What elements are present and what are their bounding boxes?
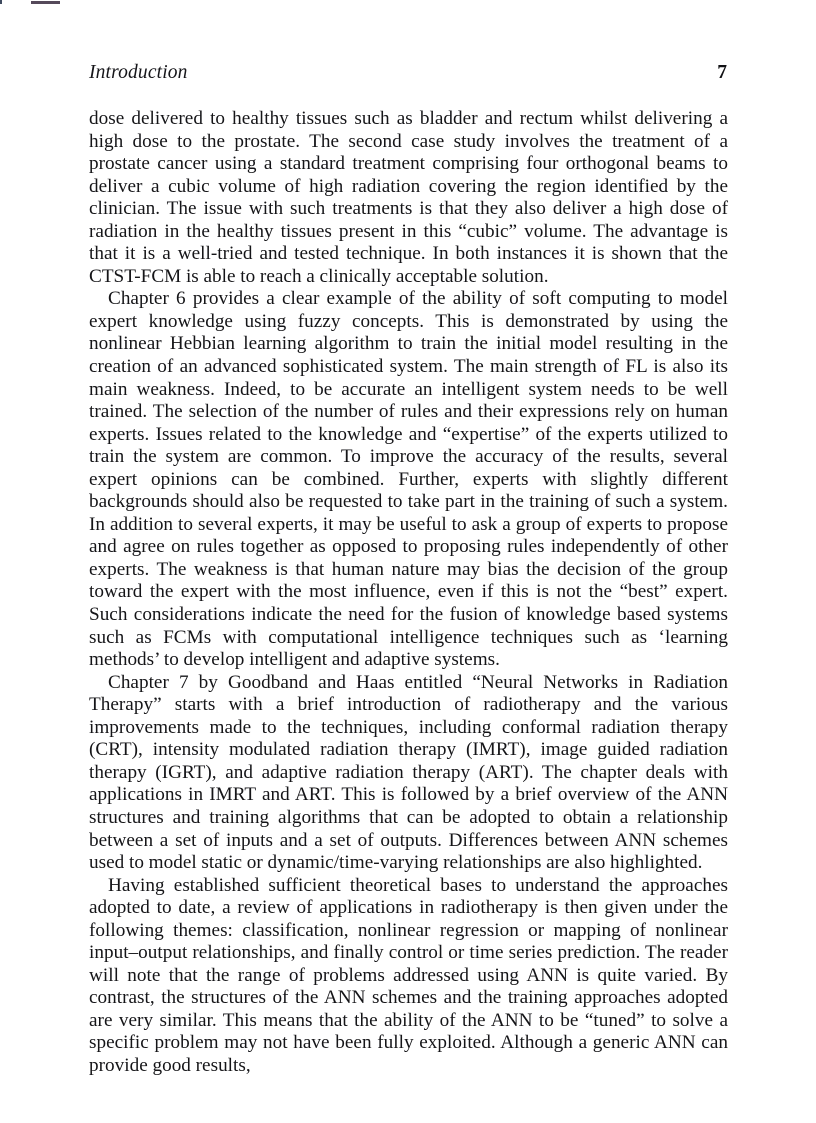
body-text-block: [89, 108, 728, 1078]
paragraph: dose delivered to healthy tissues such as bladder and rectum whilst delivering a high dose to the prostate. The second case study involves the treatment of a prostate cancer using a standard treatment comprising four orthogonal beams to deliver a cubic volume of high radiation covering the region identified by the clinician. The issue with such treatments is that they also deliver a high dose of radiation in the healthy tissues present in this “cubic” volume. The advantage is that it is a well-tried and tested technique. In both instances it is shown that the CTST-FCM is able to reach a clinically acceptable solution.: [89, 108, 728, 287]
scan-artifact-dot-icon: [0, 0, 2, 4]
paragraph: Chapter 7 by Goodband and Haas entitled “Neural Networks in Radiation Therapy” starts with a brief introduction of radiotherapy and the various improvements made to the techniques, including conformal radiation therapy (CRT), intensity modulated radiation therapy (IMRT), image guided radiation therapy (IGRT), and adaptive radiation therapy (ART). The chapter deals with applications in IMRT and ART. This is followed by a brief overview of the ANN structures and training algorithms that can be adopted to obtain a relationship between a set of inputs and a set of outputs. Differences between ANN schemes used to model static or dynamic/time-varying relationships are also highlighted.: [89, 671, 728, 874]
page-number: 7: [717, 62, 727, 83]
paragraph: Chapter 6 provides a clear example of the ability of soft computing to model expert knowledge using fuzzy concepts. This is demonstrated by using the nonlinear Hebbian learning algorithm to train the initial model resulting in the creation of an advanced sophisticated system. The main strength of FL is also its main weakness. Indeed, to be accurate an intelligent system needs to be well trained. The selection of the number of rules and their expressions rely on human experts. Issues related to the knowledge and “expertise” of the experts utilized to train the system are common. To improve the accuracy of the results, several expert opinions can be combined. Further, experts with slightly different backgrounds should also be requested to take part in the training of such a system. In addition to several experts, it may be useful to ask a group of experts to propose and agree on rules together as opposed to proposing rules independently of other experts. The weakness is that human nature may bias the decision of the group toward the expert with the most influence, even if this is not the “best” expert. Such considerations indicate the need for the fusion of knowledge based systems such as FCMs with computational intelligence techniques such as ‘learning methods’ to develop intelligent and adaptive systems.: [89, 288, 728, 671]
running-head: [89, 62, 727, 88]
running-head-title: Introduction: [89, 62, 188, 83]
paragraph: Having established sufficient theoretical bases to understand the approaches adopted to date, a review of applications in radiotherapy is then given under the following themes: classification, nonlinear regression or mapping of nonlinear input–output relationships, and finally control or time series prediction. The reader will note that the range of problems addressed using ANN is quite varied. By contrast, the structures of the ANN schemes and the training approaches adopted are very similar. This means that the ability of the ANN to be “tuned” to solve a specific problem may not have been fully exploited. Although a generic ANN can provide good results,: [89, 874, 728, 1076]
scan-artifact-bar-icon: [31, 1, 60, 4]
